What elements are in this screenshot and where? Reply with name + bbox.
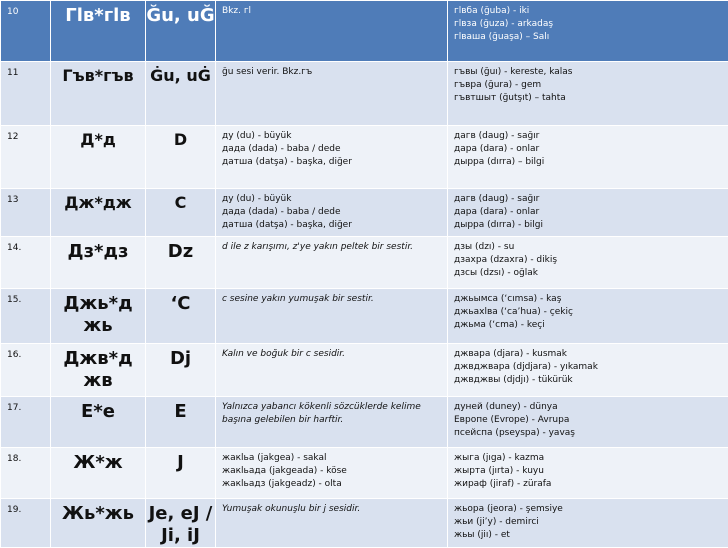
cyrillic-letter: Гъв*гъв — [51, 62, 146, 126]
cyrillic-letter: Д*д — [51, 126, 146, 189]
description-cell: ду (du) - büyük дада (dada) - baba / dede датша (datşa) - başka, diğer — [216, 126, 448, 189]
row-number: 10 — [1, 1, 51, 62]
examples-cell: джвара (djara) - kusmak джвджвара (djdjara) - yıkamak джвджвы (djdjı) - tükürük — [448, 344, 728, 397]
table-row — [1, 448, 728, 499]
examples-cell: дагв (daug) - sağır дара (dara) - onlar дырра (dırra) - bilgi — [448, 189, 728, 237]
latin-letter: Ġu, uĠ — [146, 62, 216, 126]
table-row — [1, 344, 728, 397]
description-cell: Bkz. гl — [216, 1, 448, 62]
latin-letter: Dz — [146, 237, 216, 289]
cyrillic-letter: Джв*д жв — [51, 344, 146, 397]
description-cell: c sesine yakın yumuşak bir sestir. — [216, 289, 448, 344]
examples-cell: дуней (duney) - dünya Европе (Evrope) - Avrupa псейспа (pseyspa) - yavaş — [448, 397, 728, 448]
latin-letter: Dj — [146, 344, 216, 397]
row-number: 13 — [1, 189, 51, 237]
row-number: 19. — [1, 499, 51, 548]
cyrillic-letter: Гlв*гlв — [51, 1, 146, 62]
latin-letter: J — [146, 448, 216, 499]
table-row — [1, 237, 728, 289]
description-cell: Kalın ve boğuk bir c sesidir. — [216, 344, 448, 397]
examples-cell: дзы (dzı) - su дзахра (dzaxra) - dikiş дзсы (dzsı) - oğlak — [448, 237, 728, 289]
table-row — [1, 126, 728, 189]
cyrillic-letter: Е*е — [51, 397, 146, 448]
latin-letter: Je, eJ / Ji, iJ — [146, 499, 216, 548]
cyrillic-letter: Дз*дз — [51, 237, 146, 289]
latin-letter: D — [146, 126, 216, 189]
examples-cell: гlвба (ğuba) - iki гlвза (ğuza) - arkadaş гlваша (ğuaşa) – Salı — [448, 1, 728, 62]
cyrillic-letter: Дж*дж — [51, 189, 146, 237]
examples-cell: гъвы (ğuı) - kereste, kalas гъвра (ğura) - gem гъвтшыт (ğutşıt) – tahta — [448, 62, 728, 126]
examples-cell: жьора (jeora) - şemsiye жьи (ji’y) - demirci жьы (jiı) - et — [448, 499, 728, 548]
table-row — [1, 289, 728, 344]
row-number: 14. — [1, 237, 51, 289]
table-row — [1, 1, 728, 62]
description-cell: Yumuşak okunuşlu bir j sesidir. — [216, 499, 448, 548]
table-row — [1, 499, 728, 548]
cyrillic-letter: Ж*ж — [51, 448, 146, 499]
examples-cell: джьымса (‘cımsa) - kaş джьахlва (‘ca’hua) - çekiç джьма (‘cma) - keçi — [448, 289, 728, 344]
row-number: 15. — [1, 289, 51, 344]
latin-letter: E — [146, 397, 216, 448]
row-number: 11 — [1, 62, 51, 126]
table-row — [1, 189, 728, 237]
cyrillic-letter: Жь*жь — [51, 499, 146, 548]
row-number: 17. — [1, 397, 51, 448]
description-cell: ğu sesi verir. Bkz.гъ — [216, 62, 448, 126]
description-cell: Yalnızca yabancı kökenli sözcüklerde kelime başına gelebilen bir harftir. — [216, 397, 448, 448]
latin-letter: Ğu, uĞ — [146, 1, 216, 62]
description-cell: жакlьа (jakgea) - sakal жакlьада (jakgeada) - köse жакlьадз (jakgeadz) - olta — [216, 448, 448, 499]
description-cell: d ile z karışımı, z'ye yakın peltek bir sestir. — [216, 237, 448, 289]
latin-letter: C — [146, 189, 216, 237]
examples-cell: жыга (jıga) - kazma жырта (jırta) - kuyu жираф (jiraf) - zürafa — [448, 448, 728, 499]
cyrillic-letter: Джь*д жь — [51, 289, 146, 344]
table-row — [1, 62, 728, 126]
description-cell: ду (du) - büyük дада (dada) - baba / dede датша (datşa) - başka, diğer — [216, 189, 448, 237]
latin-letter: ‘C — [146, 289, 216, 344]
examples-cell: дагв (daug) - sağır дара (dara) - onlar дырра (dırra) – bilgi — [448, 126, 728, 189]
row-number: 16. — [1, 344, 51, 397]
row-number: 12 — [1, 126, 51, 189]
table-row — [1, 397, 728, 448]
row-number: 18. — [1, 448, 51, 499]
